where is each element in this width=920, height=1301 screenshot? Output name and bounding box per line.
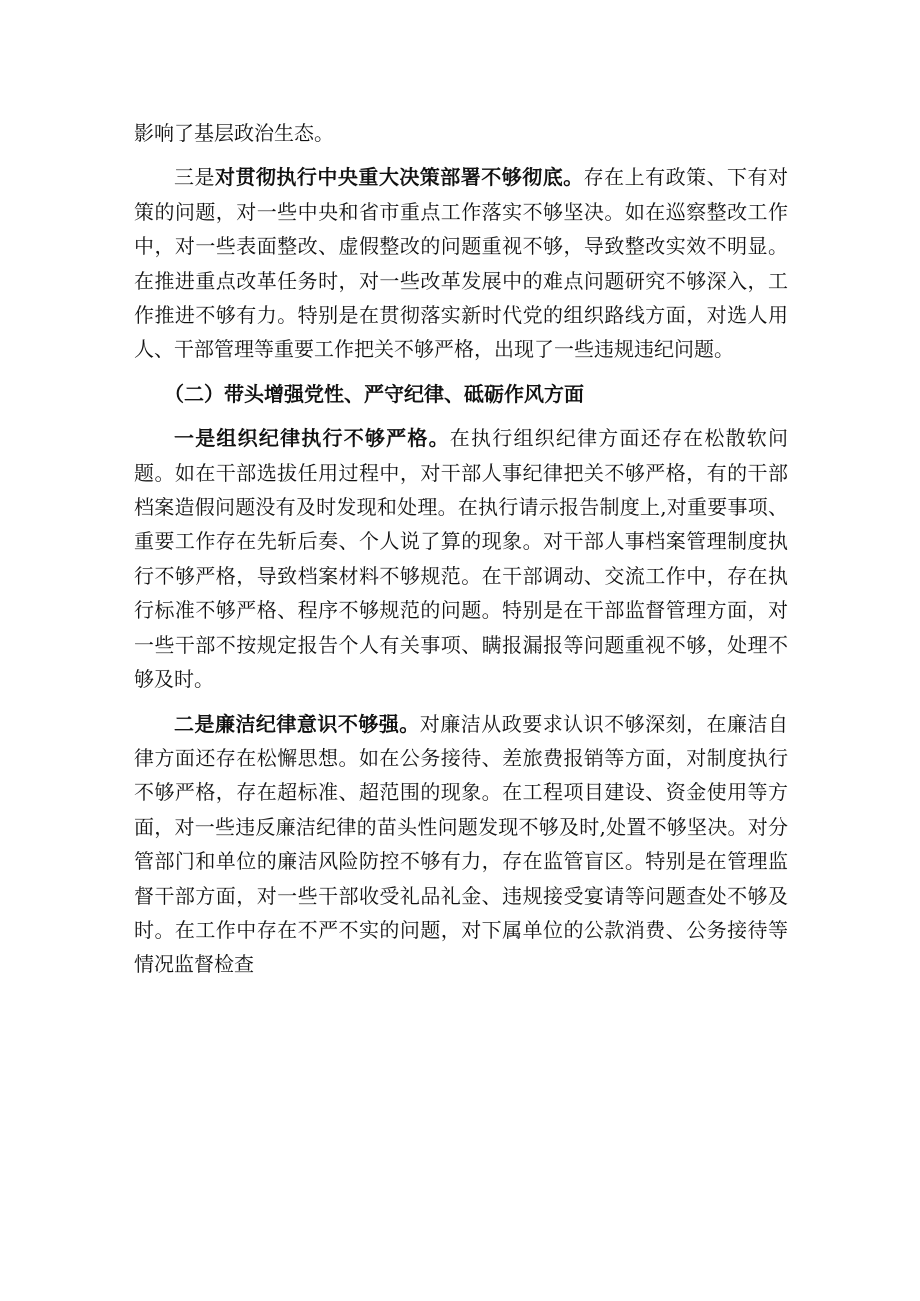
- paragraph-lead: 一是组织纪律执行不够严格。: [174, 426, 450, 451]
- section-heading-text: （二）带头增强党性、严守纪律、砥砺作风方面: [164, 381, 584, 406]
- paragraph-point-one: [134, 421, 788, 696]
- paragraph-point-two: [134, 707, 788, 982]
- paragraph-text: 存在上有政策、下有对策的问题，对一些中央和省市重点工作落实不够坚决。如在巡察整改工作中，对一些表面整改、虚假整改的问题重视不够，导致整改实效不明显。在推进重点改革任务时，对一些改革发展中的难点问题研究不够深入，工作推进不够有力。特别是在贯彻落实新时代党的组织路线方面，对选人用人、干部管理等重要工作把关不够严格，出现了一些违规违纪问题。: [134, 165, 789, 362]
- paragraph-text: 在执行组织纪律方面还存在松散软问题。如在干部选拔任用过程中，对干部人事纪律把关不够严格，有的干部档案造假问题没有及时发现和处理。在执行请示报告制度上,对重要事项、重要工作存在先斩后奏、个人说了算的现象。对干部人事档案管理制度执行不够严格，导致档案材料不够规范。在干部调动、交流工作中，存在执行标准不够严格、程序不够规范的问题。特别是在干部监督管理方面，对一些干部不按规定报告个人有关事项、瞒报漏报等问题重视不够，处理不够及时。: [134, 426, 789, 692]
- paragraph-lead: 二是廉洁纪律意识不够强。: [174, 711, 420, 736]
- document-page: [134, 116, 788, 982]
- paragraph-prefix: 三是: [174, 165, 215, 190]
- section-heading: [134, 377, 788, 411]
- paragraph-point-three: [134, 160, 788, 366]
- paragraph-text: 对廉洁从政要求认识不够深刻，在廉洁自律方面还存在松懈思想。如在公务接待、差旅费报销等方面，对制度执行不够严格，存在超标准、超范围的现象。在工程项目建设、资金使用等方面，对一些违反廉洁纪律的苗头性问题发现不够及时,处置不够坚决。对分管部门和单位的廉洁风险防控不够有力，存在监管盲区。特别是在管理监督干部方面，对一些干部收受礼品礼金、违规接受宴请等问题查处不够及时。在工作中存在不严不实的问题，对下属单位的公款消费、公务接待等情况监督检查: [134, 711, 789, 977]
- paragraph-text: 影响了基层政治生态。: [134, 121, 334, 145]
- paragraph-lead: 对贯彻执行中央重大决策部署不够彻底。: [214, 165, 584, 190]
- paragraph-continuation: [134, 116, 788, 150]
